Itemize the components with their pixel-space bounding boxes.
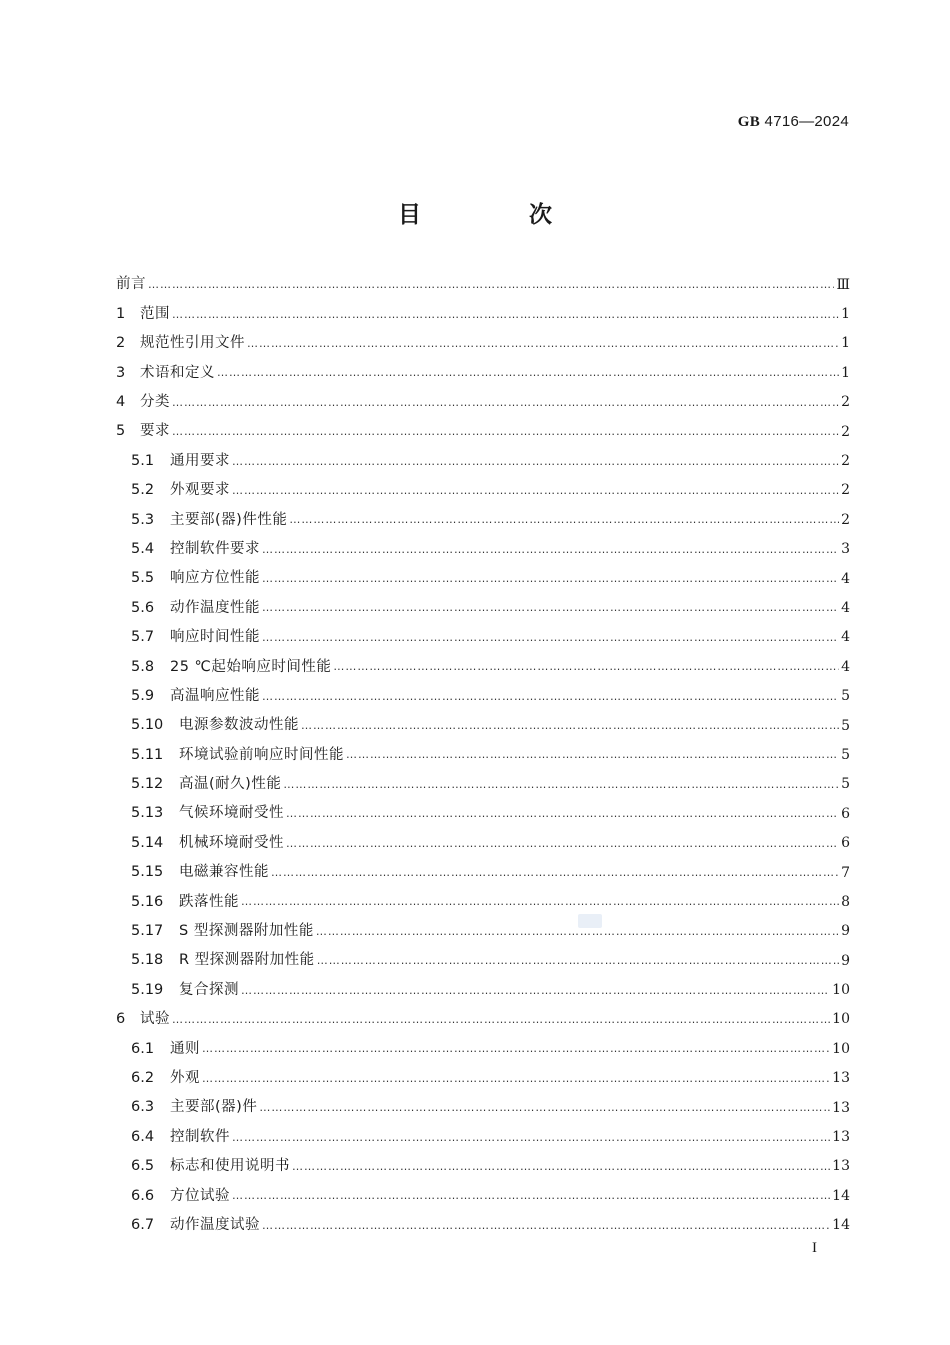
toc-entry-label: 机械环境耐受性 <box>179 834 284 851</box>
toc-entry-page: 5 <box>841 776 850 793</box>
toc-entry-label: 通用要求 <box>170 452 230 469</box>
standard-number <box>738 113 849 131</box>
toc-leader-dots <box>259 1102 830 1113</box>
toc-leader-dots <box>202 1073 830 1084</box>
toc-entry-number: 5.5 <box>131 570 155 587</box>
toc-entry-label: 复合探测 <box>179 981 239 998</box>
toc-entry-number: 5.18 <box>131 952 164 969</box>
toc-entry-page: 10 <box>832 1011 850 1028</box>
toc-leader-dots <box>262 544 839 555</box>
toc-entry[interactable] <box>116 1181 850 1210</box>
toc-entry[interactable] <box>116 446 850 475</box>
toc-entry[interactable] <box>116 505 850 534</box>
toc-entry-label: 试验 <box>140 1011 170 1028</box>
toc-leader-dots <box>262 632 839 643</box>
toc-entry-page: 13 <box>832 1070 850 1087</box>
toc-entry-label: 动作温度性能 <box>170 599 260 616</box>
toc-entry-page: Ⅲ <box>836 276 850 293</box>
toc-entry[interactable] <box>116 417 850 446</box>
toc-entry-page: 13 <box>832 1158 850 1175</box>
toc-entry-page: 10 <box>832 982 850 999</box>
toc-entry-page: 2 <box>841 511 850 528</box>
toc-entry-number: 1 <box>116 305 126 322</box>
toc-leader-dots <box>262 1220 830 1231</box>
table-of-contents <box>116 270 850 1240</box>
toc-entry-number: 5.11 <box>131 746 164 763</box>
toc-leader-dots <box>232 1190 830 1201</box>
toc-entry-label: S 型探测器附加性能 <box>179 923 314 940</box>
toc-leader-dots <box>172 309 839 320</box>
toc-entry[interactable] <box>116 1211 850 1240</box>
toc-entry[interactable] <box>116 388 850 417</box>
toc-leader-dots <box>262 573 839 584</box>
toc-entry[interactable] <box>116 770 850 799</box>
toc-entry[interactable] <box>116 1034 850 1063</box>
toc-entry-label: 高温响应性能 <box>170 687 260 704</box>
toc-leader-dots <box>316 926 839 937</box>
toc-leader-dots <box>292 1161 830 1172</box>
toc-entry[interactable] <box>116 358 850 387</box>
toc-entry-label: R 型探测器附加性能 <box>179 952 315 969</box>
toc-entry-label: 响应方位性能 <box>170 570 260 587</box>
toc-entry[interactable] <box>116 593 850 622</box>
toc-entry[interactable] <box>116 975 850 1004</box>
toc-entry-label: 要求 <box>140 423 170 440</box>
toc-leader-dots <box>172 426 839 437</box>
toc-entry[interactable] <box>116 1152 850 1181</box>
toc-entry-number: 5.16 <box>131 893 164 910</box>
toc-leader-dots <box>333 661 839 672</box>
toc-entry-label: 分类 <box>140 394 170 410</box>
toc-entry-label: 响应时间性能 <box>170 629 260 646</box>
toc-entry-page: 13 <box>832 1129 850 1146</box>
toc-entry[interactable] <box>116 1005 850 1034</box>
toc-entry-page: 2 <box>841 423 850 440</box>
toc-entry[interactable] <box>116 946 850 975</box>
toc-entry[interactable] <box>116 828 850 857</box>
toc-entry[interactable] <box>116 564 850 593</box>
toc-entry-number: 6.1 <box>131 1040 155 1057</box>
toc-entry[interactable] <box>116 917 850 946</box>
toc-entry[interactable] <box>116 858 850 887</box>
toc-entry-label: 通则 <box>170 1040 200 1057</box>
toc-entry-label: 方位试验 <box>170 1187 230 1204</box>
toc-entry-number: 6.2 <box>131 1069 155 1086</box>
toc-entry-number: 5.17 <box>131 923 164 940</box>
toc-leader-dots <box>148 279 834 290</box>
toc-entry-page: 14 <box>832 1187 850 1204</box>
toc-entry-label: 动作温度试验 <box>170 1216 260 1233</box>
toc-entry-page: 4 <box>841 599 850 616</box>
toc-entry-number: 5.12 <box>131 776 164 793</box>
toc-entry[interactable] <box>116 740 850 769</box>
toc-entry-label: 高温(耐久)性能 <box>179 776 282 793</box>
toc-entry-page: 9 <box>841 952 850 969</box>
toc-leader-dots <box>317 955 839 966</box>
toc-leader-dots <box>271 867 839 878</box>
toc-entry[interactable] <box>116 711 850 740</box>
toc-leader-dots <box>232 1132 830 1143</box>
toc-entry-label: 外观要求 <box>170 482 230 499</box>
toc-leader-dots <box>172 1014 830 1025</box>
toc-entry-label: 25 ℃起始响应时间性能 <box>170 658 332 675</box>
toc-entry-label: 前言 <box>116 276 146 293</box>
toc-entry-page: 3 <box>841 541 850 558</box>
toc-leader-dots <box>241 896 839 907</box>
toc-entry-page: 7 <box>841 864 850 881</box>
toc-entry-page: 1 <box>841 306 850 323</box>
toc-entry[interactable] <box>116 299 850 328</box>
standard-code: 4716—2024 <box>764 113 849 130</box>
toc-entry-page: 9 <box>841 923 850 940</box>
toc-entry-number: 6.4 <box>131 1128 155 1145</box>
toc-leader-dots <box>172 397 839 408</box>
toc-entry[interactable] <box>116 1093 850 1122</box>
toc-entry-label: 控制软件要求 <box>170 540 260 557</box>
toc-entry-label: 电磁兼容性能 <box>179 864 269 881</box>
toc-entry-number: 5.1 <box>131 452 155 469</box>
toc-entry-page: 6 <box>841 805 850 822</box>
toc-entry-page: 13 <box>832 1099 850 1116</box>
toc-leader-dots <box>202 1043 830 1054</box>
toc-entry-page: 6 <box>841 835 850 852</box>
toc-entry[interactable] <box>116 476 850 505</box>
page-title: 目 次 <box>397 202 602 228</box>
toc-entry-number: 3 <box>116 364 126 381</box>
toc-entry-number: 5.14 <box>131 834 164 851</box>
toc-entry-number: 5.15 <box>131 864 164 881</box>
toc-entry-page: 2 <box>841 453 850 470</box>
toc-entry-number: 6.7 <box>131 1216 155 1233</box>
toc-entry-page: 5 <box>841 688 850 705</box>
toc-leader-dots <box>346 749 839 760</box>
toc-entry-label: 环境试验前响应时间性能 <box>179 746 344 763</box>
toc-entry-number: 5 <box>116 423 126 440</box>
toc-entry-number: 5.4 <box>131 540 155 557</box>
toc-leader-dots <box>241 985 830 996</box>
toc-entry-number: 2 <box>116 335 126 352</box>
toc-entry[interactable] <box>116 1064 850 1093</box>
toc-entry-number: 5.10 <box>131 717 164 734</box>
watermark-logo <box>578 914 602 928</box>
toc-entry-label: 规范性引用文件 <box>140 335 245 352</box>
toc-entry[interactable] <box>116 623 850 652</box>
toc-entry[interactable] <box>116 799 850 828</box>
toc-leader-dots <box>262 691 839 702</box>
toc-entry-page: 14 <box>832 1217 850 1234</box>
toc-entry-label: 气候环境耐受性 <box>179 805 284 822</box>
toc-entry-label: 标志和使用说明书 <box>170 1158 290 1175</box>
toc-leader-dots <box>232 485 839 496</box>
toc-entry-number: 6.6 <box>131 1187 155 1204</box>
toc-leader-dots <box>232 456 839 467</box>
toc-entry-number: 5.9 <box>131 687 155 704</box>
toc-entry-label: 控制软件 <box>170 1128 230 1145</box>
toc-entry[interactable] <box>116 329 850 358</box>
toc-entry-label: 电源参数波动性能 <box>179 717 299 734</box>
toc-entry-number: 5.2 <box>131 482 155 499</box>
toc-leader-dots <box>301 720 839 731</box>
toc-entry-page: 4 <box>841 629 850 646</box>
toc-entry-page: 2 <box>841 482 850 499</box>
toc-entry-number: 5.3 <box>131 511 155 528</box>
toc-leader-dots <box>217 367 839 378</box>
toc-entry-page: 4 <box>841 570 850 587</box>
toc-entry-number: 5.6 <box>131 599 155 616</box>
toc-leader-dots <box>286 808 839 819</box>
toc-entry-page: 5 <box>841 717 850 734</box>
toc-leader-dots <box>247 338 839 349</box>
toc-entry-label: 主要部(器)件 <box>170 1099 258 1116</box>
page-folio: I <box>812 1240 817 1256</box>
toc-entry-page: 2 <box>841 394 850 411</box>
toc-entry[interactable] <box>116 652 850 681</box>
toc-entry-label: 主要部(器)件性能 <box>170 511 288 528</box>
standard-prefix: GB <box>737 114 761 130</box>
toc-leader-dots <box>289 514 839 525</box>
toc-entry-number: 6.5 <box>131 1158 155 1175</box>
toc-entry-label: 范围 <box>140 305 170 322</box>
toc-entry[interactable] <box>116 535 850 564</box>
toc-entry[interactable] <box>116 887 850 916</box>
toc-entry-number: 6.3 <box>131 1099 155 1116</box>
toc-leader-dots <box>262 602 839 613</box>
toc-entry[interactable] <box>116 681 850 710</box>
toc-entry-label: 术语和定义 <box>140 364 215 381</box>
toc-entry-number: 5.8 <box>131 658 155 675</box>
toc-entry-page: 4 <box>841 658 850 675</box>
toc-entry-page: 8 <box>841 893 850 910</box>
toc-entry-label: 跌落性能 <box>179 893 239 910</box>
toc-entry-page: 5 <box>841 746 850 763</box>
toc-leader-dots <box>283 779 839 790</box>
toc-entry-page: 1 <box>841 364 850 381</box>
toc-entry[interactable] <box>116 1122 850 1151</box>
toc-entry-number: 6 <box>116 1011 126 1028</box>
toc-entry-page: 10 <box>832 1040 850 1057</box>
toc-entry-number: 5.13 <box>131 805 164 822</box>
toc-entry-page: 1 <box>841 335 850 352</box>
toc-entry-number: 5.7 <box>131 629 155 646</box>
toc-entry-number: 5.19 <box>131 981 164 998</box>
toc-entry-number: 4 <box>116 394 126 410</box>
toc-entry[interactable] <box>116 270 850 299</box>
toc-entry-label: 外观 <box>170 1069 200 1086</box>
toc-leader-dots <box>286 838 839 849</box>
